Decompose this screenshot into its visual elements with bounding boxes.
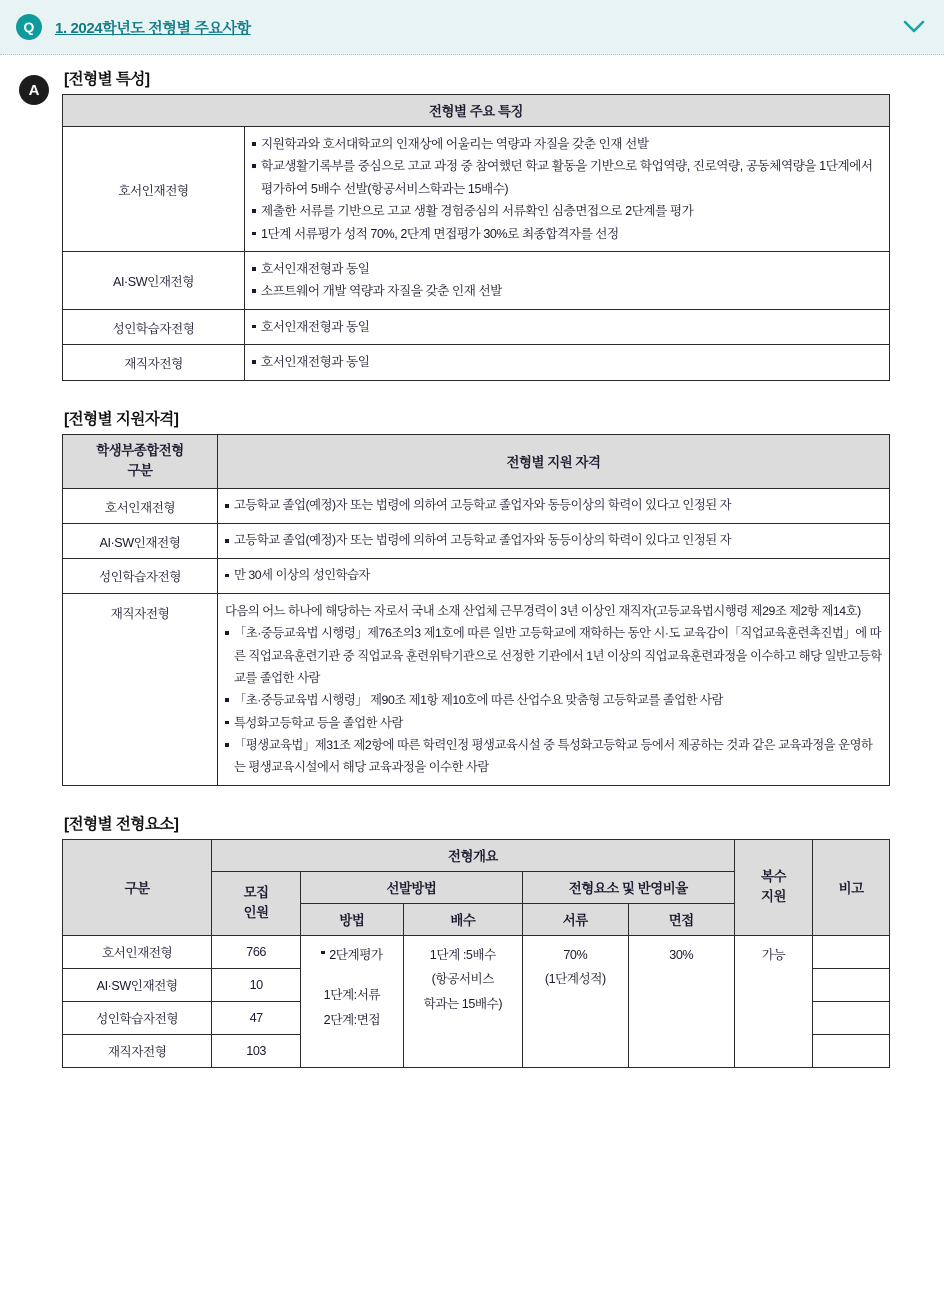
row-label-aisw-talent: AI·SW인재전형 (63, 252, 245, 310)
answer-badge: A (19, 75, 49, 105)
header-line-1: 모집 (243, 884, 269, 900)
elements-header-multiple: 배수 (403, 903, 522, 935)
table-row (63, 489, 890, 524)
row-label-adult-learner: 성인학습자전형 (63, 309, 245, 344)
table-row (63, 558, 890, 593)
row-label-hoseo-talent: 호서인재전형 (63, 127, 245, 252)
multiple-line-3: 학과는 15배수) (423, 996, 503, 1011)
list-item: 제출한 서류를 기반으로 고교 생활 경험중심의 서류확인 심층면접으로 2단계를 평가 (252, 200, 882, 222)
multiple-line-2: (항공서비스 (431, 972, 494, 987)
faq-question-header[interactable] (0, 0, 944, 55)
elements-header-method: 방법 (300, 903, 403, 935)
cell-selection-method (300, 935, 403, 1067)
list-item: 호서인재전형과 동일 (252, 258, 882, 280)
documents-percent: 70% (563, 947, 588, 962)
row-content-hoseo-talent (245, 127, 890, 252)
section-title-features: [전형별 특성] (64, 71, 150, 88)
elements-header-documents: 서류 (522, 903, 628, 935)
list-item: 소프트웨어 개발 역량과 자질을 갖춘 인재 선발 (252, 280, 882, 302)
elements-header-double-apply (734, 839, 813, 935)
row-content-employed (218, 593, 890, 785)
cell-note (813, 1001, 890, 1034)
row-label-employed: 재직자전형 (63, 593, 218, 785)
elements-header-gubun: 구분 (63, 839, 212, 935)
eligibility-header-category (63, 434, 218, 489)
cell-note (813, 1034, 890, 1067)
row-label-aisw-talent: AI·SW인재전형 (63, 524, 218, 559)
row-label-hoseo-talent: 호서인재전형 (63, 935, 212, 968)
cell-double-apply: 가능 (734, 935, 813, 1067)
header-line-2: 구분 (127, 463, 153, 479)
list-item: 고등학교 졸업(예정)자 또는 법령에 의하여 고등학교 졸업자와 동등이상의 학력이 있다고 인정된 자 (225, 530, 882, 552)
list-item: 「초·중등교육법 시행령」 제90조 제1항 제10호에 따른 산업수요 맞춤형 고등학교를 졸업한 사람 (225, 689, 882, 711)
header-line-1: 학생부종합전형 (96, 442, 184, 458)
table-header-row-1 (63, 839, 890, 871)
list-item: 지원학과와 호서대학교의 인재상에 어울리는 역량과 자질을 갖춘 인재 선발 (252, 133, 882, 155)
cell-interview-ratio: 30% (628, 935, 734, 1067)
table-header-row (63, 95, 890, 127)
row-content-adult-learner (245, 309, 890, 344)
chevron-down-icon[interactable] (902, 15, 926, 39)
elements-header-interview: 면접 (628, 903, 734, 935)
list-item: 학교생활기록부를 중심으로 고교 과정 중 참여했던 학교 활동을 기반으로 학업역량, 진로역량, 공동체역량을 1단계에서 평가하여 5배수 선발(항공서비스학과는 15배수) (252, 155, 882, 200)
faq-question-title[interactable]: 1. 2024학년도 전형별 주요사항 (55, 19, 251, 37)
section-title-elements: [전형별 전형요소] (64, 815, 179, 833)
method-step-1: 1단계:서류 (323, 988, 381, 1003)
table-row (63, 309, 890, 344)
header-line-2: 지원 (760, 889, 786, 905)
list-item: 1단계 서류평가 성적 70%, 2단계 면접평가 30%로 최종합격자를 선정 (252, 223, 882, 245)
table-row (63, 524, 890, 559)
list-item: 호서인재전형과 동일 (252, 316, 882, 338)
cell-note (813, 968, 890, 1001)
row-content-hoseo-talent (218, 489, 890, 524)
list-item: 고등학교 졸업(예정)자 또는 법령에 의하여 고등학교 졸업자와 동등이상의 학력이 있다고 인정된 자 (225, 495, 882, 517)
table-admission-elements (62, 839, 890, 1068)
row-label-hoseo-talent: 호서인재전형 (63, 489, 218, 524)
row-quota-adult-learner: 47 (212, 1001, 301, 1034)
row-content-employed (245, 345, 890, 380)
row-label-adult-learner: 성인학습자전형 (63, 558, 218, 593)
row-quota-aisw-talent: 10 (212, 968, 301, 1001)
method-step-2: 2단계:면접 (323, 1012, 381, 1027)
table-admission-features (62, 94, 890, 381)
documents-note: (1단계성적) (544, 972, 606, 987)
row-label-adult-learner: 성인학습자전형 (63, 1001, 212, 1034)
method-spacer (308, 967, 396, 983)
table-row (63, 127, 890, 252)
elements-header-quota (212, 871, 301, 935)
elements-header-note: 비고 (813, 839, 890, 935)
table-admission-eligibility (62, 434, 890, 786)
list-item: 「초·중등교육법 시행령」제76조의3 제1호에 따른 일반 고등학교에 재학하는 동안 시·도 교육감이「직업교육훈련촉진법」에 따른 직업교육훈련기관 중 직업교육 훈련위탁기관으로 선정한 기관에서 1년 이상의 직업교육훈련과정을 이수하고 해당 일반고등학교를 졸업한 사람 (225, 622, 882, 689)
table-header-row (63, 434, 890, 489)
cell-note (813, 935, 890, 968)
features-table-header: 전형별 주요 특징 (63, 95, 890, 127)
faq-answer-body (0, 55, 944, 1090)
list-item: 호서인재전형과 동일 (252, 351, 882, 373)
question-badge: Q (16, 14, 42, 40)
method-main: 2단계평가 (321, 943, 382, 968)
header-line-2: 인원 (243, 905, 269, 921)
row-content-aisw-talent (245, 252, 890, 310)
row-label-employed: 재직자전형 (63, 345, 245, 380)
row-quota-hoseo-talent: 766 (212, 935, 301, 968)
row-label-employed: 재직자전형 (63, 1034, 212, 1067)
table-row (63, 593, 890, 785)
list-item: 특성화고등학교 등을 졸업한 사람 (225, 712, 882, 734)
list-item: 만 30세 이상의 성인학습자 (225, 565, 882, 587)
row-content-adult-learner (218, 558, 890, 593)
cell-documents-ratio (522, 935, 628, 1067)
list-item: 「평생교육법」제31조 제2항에 따른 학력인정 평생교육시설 중 특성화고등학교 등에서 제공하는 것과 같은 교육과정을 운영하는 평생교육시설에서 해당 교육과정을 이수한 사람 (225, 734, 882, 779)
table-row (63, 345, 890, 380)
header-line-1: 복수 (760, 868, 786, 884)
elements-header-factors-ratio: 전형요소 및 반영비율 (522, 871, 734, 903)
table-row (63, 252, 890, 310)
section-title-eligibility: [전형별 지원자격] (64, 410, 179, 428)
row-content-aisw-talent (218, 524, 890, 559)
row-label-aisw-talent: AI·SW인재전형 (63, 968, 212, 1001)
eligibility-header-qualification: 전형별 지원 자격 (218, 434, 890, 489)
multiple-line-1: 1단계 :5배수 (429, 947, 496, 962)
table-row (63, 935, 890, 968)
row-quota-employed: 103 (212, 1034, 301, 1067)
list-intro: 다음의 어느 하나에 해당하는 자로서 국내 소재 산업체 근무경력이 3년 이상인 재직자(고등교육법시행령 제29조 제2항 제14호) (225, 603, 861, 618)
cell-selection-multiple (403, 935, 522, 1067)
elements-header-selection-method: 선발방법 (300, 871, 522, 903)
elements-header-overview: 전형개요 (212, 839, 734, 871)
